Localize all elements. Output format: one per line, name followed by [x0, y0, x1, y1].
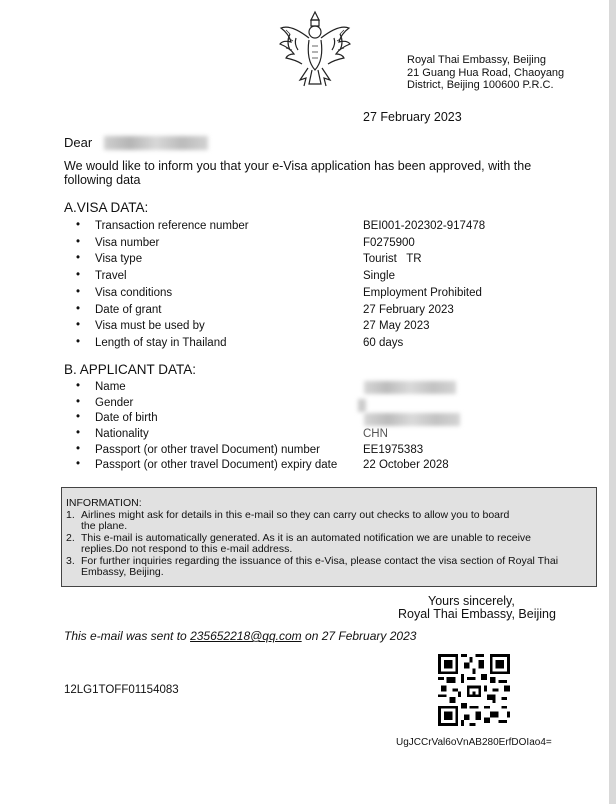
bullet: • [76, 269, 81, 281]
row-value: 27 February 2023 [363, 303, 454, 316]
visa-row [76, 270, 536, 284]
item-text: For further inquiries regarding the issuance of this e-Visa, please contact the visa section of Royal Thai Embassy, Beijing. [81, 554, 559, 578]
item-number: 1. [66, 508, 75, 521]
visa-row [76, 304, 536, 318]
bullet: • [76, 219, 81, 231]
qr-caption: UgJCCrVal6oVnAB280ErfDOIao4= [396, 737, 552, 748]
bullet: • [76, 335, 81, 348]
bullet: • [76, 395, 81, 408]
row-value: Tourist TR [363, 253, 422, 265]
visa-row [76, 253, 536, 267]
row-value: BEI001-202302-917478 [363, 220, 486, 232]
redacted-recipient-name [104, 136, 208, 150]
row-label: Nationality [95, 428, 149, 440]
information-heading: INFORMATION: [66, 497, 142, 509]
row-value: Employment Prohibited [363, 287, 482, 299]
bullet: • [76, 380, 81, 392]
row-value: 60 days [363, 336, 404, 349]
address-line: District, Beijing 100600 P.R.C. [407, 79, 554, 91]
row-label: Name [95, 381, 126, 393]
redacted-gender-value [358, 399, 366, 412]
information-box [61, 487, 597, 587]
applicant-section-title: B. APPLICANT DATA: [64, 362, 197, 377]
applicant-row [76, 428, 536, 442]
applicant-row [76, 459, 536, 473]
bullet: • [76, 286, 81, 298]
row-value: EE1975383 [363, 443, 424, 456]
visa-section-title: A.VISA DATA: [64, 200, 149, 215]
row-value: F0275900 [363, 236, 415, 249]
applicant-row [76, 381, 536, 395]
row-label: Length of stay in Thailand [95, 336, 227, 349]
bullet: • [76, 319, 81, 331]
letter-date: 27 February 2023 [363, 110, 462, 124]
recipient-email-link[interactable]: 235652218@qq.com [190, 629, 302, 643]
item-text: Airlines might ask for details in this e-mail so they can carry out checks to allow you to board the plane. [81, 508, 510, 532]
qr-code-icon [438, 654, 510, 726]
row-value: 27 May 2023 [363, 320, 430, 332]
reference-code: 12LG1TOFF01154083 [64, 684, 179, 696]
applicant-row [76, 397, 536, 411]
sent-notice [64, 629, 416, 643]
bullet: • [76, 458, 81, 470]
row-label: Date of grant [95, 303, 162, 316]
embassy-address [407, 54, 564, 92]
information-item [66, 556, 592, 579]
visa-row [76, 337, 536, 351]
bullet: • [76, 442, 81, 455]
row-label: Passport (or other travel Document) expiry date [95, 459, 338, 471]
address-line: Royal Thai Embassy, Beijing [407, 54, 546, 66]
information-item [66, 533, 592, 556]
row-label: Gender [95, 396, 134, 409]
closing-salutation: Yours sincerely, [428, 594, 515, 608]
item-text: This e-mail is automatically generated. As it is an automated notification we are unable to receive replies.Do not respond to this e-mail address. [81, 531, 531, 555]
row-value: CHN [363, 428, 388, 440]
bullet: • [76, 411, 81, 423]
bullet: • [76, 235, 81, 248]
item-number: 2. [66, 531, 75, 544]
redacted-dob-value [364, 413, 460, 426]
item-number: 3. [66, 554, 75, 567]
applicant-row [76, 412, 536, 426]
address-line: 21 Guang Hua Road, Chaoyang [407, 66, 565, 79]
visa-row [76, 220, 536, 234]
row-label: Visa must be used by [95, 320, 205, 332]
bullet: • [76, 252, 81, 264]
row-value: Single [363, 270, 395, 282]
visa-row [76, 237, 536, 251]
garuda-emblem-icon [278, 8, 352, 94]
row-label: Travel [95, 270, 127, 282]
visa-row [76, 320, 536, 334]
row-label: Visa number [95, 236, 160, 249]
bullet: • [76, 427, 81, 439]
visa-row [76, 287, 536, 301]
row-value: 22 October 2028 [363, 459, 449, 471]
closing-signature: Royal Thai Embassy, Beijing [398, 607, 556, 621]
row-label: Passport (or other travel Document) number [95, 443, 320, 456]
row-label: Visa type [95, 253, 143, 265]
sent-suffix: on 27 February 2023 [305, 629, 417, 643]
page-edge [609, 0, 616, 804]
intro-paragraph: We would like to inform you that your e-Visa application has been approved, with the following data [64, 159, 532, 187]
redacted-name-value [364, 381, 456, 394]
row-label: Date of birth [95, 412, 158, 424]
row-label: Transaction reference number [95, 220, 249, 232]
greeting: Dear [64, 135, 93, 150]
row-label: Visa conditions [95, 287, 173, 299]
bullet: • [76, 302, 81, 315]
applicant-row [76, 444, 536, 458]
information-item [66, 510, 592, 533]
sent-prefix: This e-mail was sent to [64, 629, 187, 643]
